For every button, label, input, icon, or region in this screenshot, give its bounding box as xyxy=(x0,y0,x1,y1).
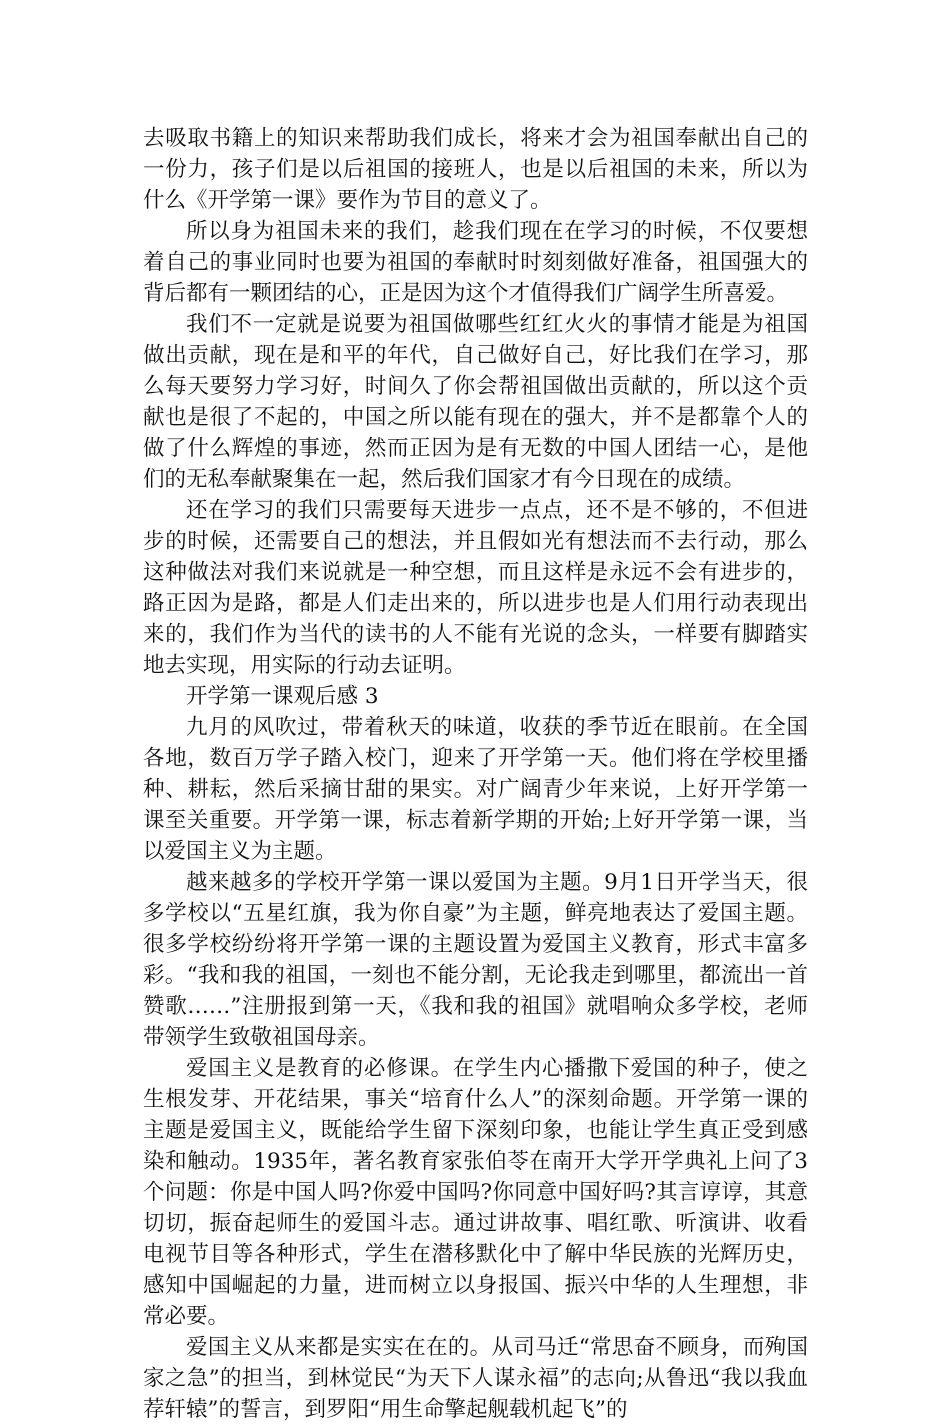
paragraph: 爱国主义是教育的必修课。在学生内心播撒下爱国的种子，使之生根发芽、开花结果，事关“培育什么人”的深刻命题。开学第一课的主题是爱国主义，既能给学生留下深刻印象，也能让学生真正受到感染和触动。1935年，著名教育家张伯苓在南开大学开学典礼上问了3个问题：你是中国人吗?你爱中国吗?你同意中国好吗?其言谆谆，其意切切，振奋起师生的爱国斗志。通过讲故事、唱红歌、听演讲、收看电视节目等各种形式，学生在潜移默化中了解中华民族的光辉历史，感知中国崛起的力量，进而树立以身报国、振兴中华的人生理想，非常必要。 xyxy=(143,1056,808,1329)
section-heading: 开学第一课观后感 3 xyxy=(186,684,379,709)
paragraph: 所以身为祖国未来的我们，趁我们现在在学习的时候，不仅要想着自己的事业同时也要为祖国的奉献时时刻刻做好准备，祖国强大的背后都有一颗团结的心，正是因为这个才值得我们广阔学生所喜爱。 xyxy=(143,219,808,306)
paragraph: 还在学习的我们只需要每天进步一点点，还不是不够的，不但进步的时候，还需要自己的想法，并且假如光有想法而不去行动，那么这种做法对我们来说就是一种空想，而且这样是永远不会有进步的，路正因为是路，都是人们走出来的，所以进步也是人们用行动表现出来的，我们作为当代的读书的人不能有光说的念头，一样要有脚踏实地去实现，用实际的行动去证明。 xyxy=(143,498,808,678)
paragraph-continuation: 去吸取书籍上的知识来帮助我们成长，将来才会为祖国奉献出自己的一份力，孩子们是以后祖国的接班人，也是以后祖国的未来，所以为什么《开学第一课》要作为节目的意义了。 xyxy=(143,126,808,213)
document-body xyxy=(143,123,808,1425)
paragraph: 我们不一定就是说要为祖国做哪些红红火火的事情才能是为祖国做出贡献，现在是和平的年代，自己做好自己，好比我们在学习，那么每天要努力学习好，时间久了你会帮祖国做出贡献的，所以这个贡献也是很了不起的，中国之所以能有现在的强大，并不是都靠个人的做了什么辉煌的事迹，然而正因为是有无数的中国人团结一心，是他们的无私奉献聚集在一起，然后我们国家才有今日现在的成绩。 xyxy=(143,312,808,492)
paragraph: 越来越多的学校开学第一课以爱国为主题。9月1日开学当天，很多学校以“五星红旗，我为你自豪”为主题，鲜亮地表达了爱国主题。很多学校纷纷将开学第一课的主题设置为爱国主义教育，形式丰富多彩。“我和我的祖国，一刻也不能分割，无论我走到哪里，都流出一首赞歌……”注册报到第一天，《我和我的祖国》就唱响众多学校，老师带领学生致敬祖国母亲。 xyxy=(143,870,808,1050)
paragraph: 九月的风吹过，带着秋天的味道，收获的季节近在眼前。在全国各地，数百万学子踏入校门，迎来了开学第一天。他们将在学校里播种、耕耘，然后采摘甘甜的果实。对广阔青少年来说，上好开学第一课至关重要。开学第一课，标志着新学期的开始;上好开学第一课，当以爱国主义为主题。 xyxy=(143,715,808,864)
paragraph: 爱国主义从来都是实实在在的。从司马迁“常思奋不顾身，而殉国家之急”的担当，到林觉民“为天下人谋永福”的志向;从鲁迅“我以我血荐轩辕”的誓言，到罗阳“用生命擎起舰载机起飞”的 xyxy=(143,1335,808,1422)
